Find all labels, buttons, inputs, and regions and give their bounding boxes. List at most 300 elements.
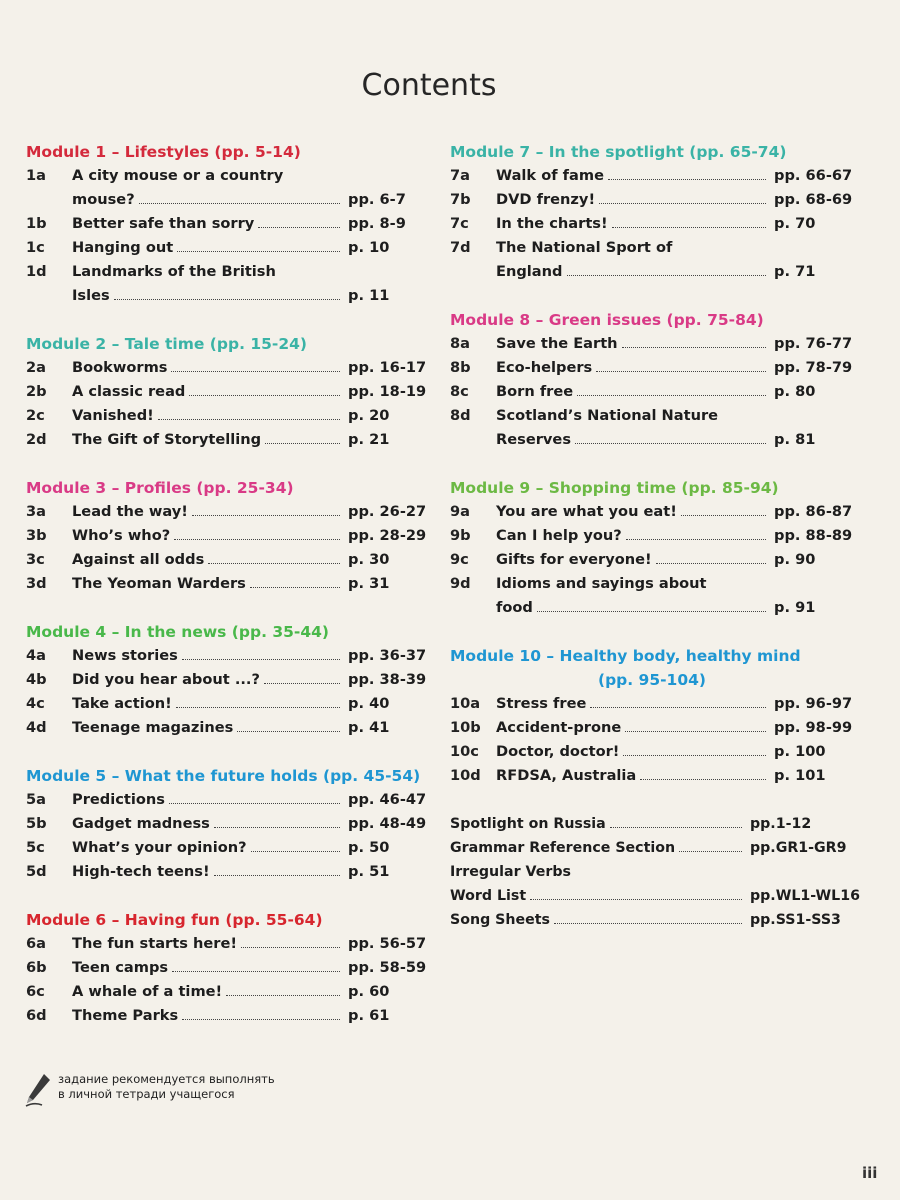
entry-body [72, 836, 428, 860]
entry-page: pp. 46-47 [348, 791, 427, 808]
dot-leader [599, 203, 766, 204]
toc-entry[interactable] [450, 356, 854, 380]
entry-body [72, 164, 428, 212]
entry-body [72, 716, 428, 740]
entry-code: 2a [26, 359, 47, 376]
module-title[interactable]: Module 1 – Lifestyles (pp. 5-14) [26, 143, 301, 161]
dot-leader [590, 707, 766, 708]
dot-leader [114, 299, 340, 300]
entry-body [72, 548, 428, 572]
entry-page: pp. 96-97 [774, 695, 853, 712]
entry-body [496, 764, 854, 788]
toc-entry[interactable] [450, 236, 854, 284]
dot-leader [608, 179, 766, 180]
entry-title: A city mouse or a country [72, 167, 284, 184]
entry-code: 1d [26, 263, 47, 280]
entry-line [496, 380, 854, 404]
entry-title: Teenage magazines [72, 719, 234, 736]
module-title[interactable]: Module 5 – What the future holds (pp. 45-54) [26, 767, 421, 785]
appendix-page: pp.1-12 [750, 816, 812, 832]
entry-code: 3b [26, 527, 47, 544]
entry-code: 10d [450, 767, 481, 784]
entry-line [72, 572, 428, 596]
entry-page: p. 90 [774, 551, 816, 568]
module-title[interactable]: Module 9 – Shopping time (pp. 85-94) [450, 479, 779, 497]
dot-leader [189, 395, 340, 396]
entry-line [72, 716, 428, 740]
entry-title: Idioms and sayings about [496, 575, 707, 592]
module-title[interactable]: Module 10 – Healthy body, healthy mind [450, 647, 801, 665]
entry-line [496, 356, 854, 380]
right-modules [450, 140, 854, 788]
entry-title: A classic read [72, 383, 186, 400]
entry-code: 2b [26, 383, 47, 400]
entry-body [72, 572, 428, 596]
entry-title: High-tech teens! [72, 863, 210, 880]
entry-page: pp. 98-99 [774, 719, 853, 736]
entry-line [496, 716, 854, 740]
entry-page: pp. 26-27 [348, 503, 427, 520]
toc-entry[interactable] [26, 716, 428, 740]
entry-line [72, 356, 428, 380]
entry-code: 3d [26, 575, 47, 592]
entry-body [72, 668, 428, 692]
entry-line [72, 284, 428, 308]
entry-page: pp. 8-9 [348, 215, 406, 232]
entry-title: News stories [72, 647, 178, 664]
toc-entry[interactable] [26, 572, 428, 596]
toc-entry[interactable] [450, 548, 854, 572]
toc-entry[interactable] [26, 548, 428, 572]
entry-code: 7c [450, 215, 469, 232]
toc-entry[interactable] [26, 380, 428, 404]
toc-entry[interactable] [450, 740, 854, 764]
entry-line [72, 1004, 428, 1028]
entry-line [72, 692, 428, 716]
entry-title: Bookworms [72, 359, 168, 376]
toc-entry[interactable] [450, 764, 854, 788]
dot-leader [575, 443, 766, 444]
dot-leader [158, 419, 340, 420]
entry-code: 9c [450, 551, 469, 568]
entry-body [72, 860, 428, 884]
toc-entry[interactable] [450, 716, 854, 740]
entry-line [496, 524, 854, 548]
entry-title: Born free [496, 383, 574, 400]
entry-line [72, 260, 428, 284]
entry-page: pp. 88-89 [774, 527, 853, 544]
entry-body [496, 380, 854, 404]
toc-entry[interactable] [450, 164, 854, 188]
entry-line [72, 668, 428, 692]
entry-body [72, 692, 428, 716]
entry-line [72, 164, 428, 188]
module-section [26, 620, 428, 740]
entry-title: Did you hear about ...? [72, 671, 260, 688]
entry-page: p. 31 [348, 575, 390, 592]
dot-leader [214, 875, 340, 876]
appendix-entry[interactable] [450, 860, 854, 884]
entry-code: 3a [26, 503, 47, 520]
entry-body [72, 1004, 428, 1028]
toc-entry[interactable] [26, 980, 428, 1004]
module-title[interactable]: Module 8 – Green issues (pp. 75-84) [450, 311, 764, 329]
entry-line [496, 692, 854, 716]
entry-page: pp. 66-67 [774, 167, 853, 184]
entry-body [496, 164, 854, 188]
entry-line [72, 548, 428, 572]
entry-line [72, 524, 428, 548]
entry-body [72, 260, 428, 308]
footnote-text [58, 1072, 275, 1102]
footnote [24, 1072, 344, 1108]
entry-line [72, 380, 428, 404]
entry-title: Accident-prone [496, 719, 622, 736]
toc-entry[interactable] [26, 236, 428, 260]
entry-line [72, 812, 428, 836]
left-column [26, 140, 428, 1052]
module-section [26, 140, 428, 308]
entry-title: Hanging out [72, 239, 174, 256]
entry-code: 5a [26, 791, 47, 808]
entry-line [496, 500, 854, 524]
entry-body [496, 188, 854, 212]
entry-page: pp. 78-79 [774, 359, 853, 376]
dot-leader [251, 851, 340, 852]
entry-code: 2d [26, 431, 47, 448]
entry-code: 5b [26, 815, 47, 832]
entry-line [72, 188, 428, 212]
toc-entry[interactable] [450, 332, 854, 356]
toc-entry[interactable] [26, 356, 428, 380]
entry-title: Who’s who? [72, 527, 171, 544]
entry-page: pp. 86-87 [774, 503, 853, 520]
entry-title: Teen camps [72, 959, 169, 976]
toc-entry[interactable] [450, 692, 854, 716]
entry-title: Isles [72, 287, 110, 304]
entry-page: p. 70 [774, 215, 816, 232]
entry-line [496, 740, 854, 764]
entry-title: The Yeoman Warders [72, 575, 246, 592]
entry-page: p. 10 [348, 239, 390, 256]
entry-title: Predictions [72, 791, 165, 808]
entry-code: 7b [450, 191, 471, 208]
toc-entry[interactable] [450, 380, 854, 404]
module-title[interactable]: Module 4 – In the news (pp. 35-44) [26, 623, 330, 641]
appendix-entry[interactable] [450, 884, 860, 908]
dot-leader [139, 203, 340, 204]
entry-title: The fun starts here! [72, 935, 238, 952]
entry-body [72, 524, 428, 548]
appendix-title: Word List [450, 888, 527, 904]
entry-line [72, 212, 428, 236]
entry-page: pp. 76-77 [774, 335, 853, 352]
entry-body [496, 548, 854, 572]
entry-title: Landmarks of the British [72, 263, 276, 280]
dot-leader [171, 371, 340, 372]
entry-page: p. 71 [774, 263, 816, 280]
toc-entry[interactable] [26, 260, 428, 308]
entry-title: Lead the way! [72, 503, 188, 520]
entry-body [496, 572, 854, 620]
entry-line [72, 860, 428, 884]
dot-leader [177, 251, 340, 252]
toc-entry[interactable] [26, 524, 428, 548]
entry-code: 6b [26, 959, 47, 976]
entry-code: 6c [26, 983, 45, 1000]
toc-entry[interactable] [26, 164, 428, 212]
entry-code: 7a [450, 167, 471, 184]
entry-code: 8d [450, 407, 471, 424]
right-column [450, 140, 860, 932]
entry-title: mouse? [72, 191, 135, 208]
entry-page: pp. 16-17 [348, 359, 427, 376]
entry-code: 10c [450, 743, 479, 760]
dot-leader [237, 731, 340, 732]
entry-title: Vanished! [72, 407, 154, 424]
appendix-entry[interactable] [450, 836, 854, 860]
toc-entry[interactable] [26, 692, 428, 716]
entry-page: p. 50 [348, 839, 390, 856]
entry-line [72, 836, 428, 860]
entry-line [496, 260, 854, 284]
entry-line [496, 764, 854, 788]
entry-title: The Gift of Storytelling [72, 431, 262, 448]
toc-entry[interactable] [26, 644, 428, 668]
entry-line [72, 428, 428, 452]
entry-page: pp. 36-37 [348, 647, 427, 664]
entry-title: What’s your opinion? [72, 839, 247, 856]
entry-line [72, 788, 428, 812]
entry-body [496, 236, 854, 284]
toc-entry[interactable] [450, 404, 854, 452]
entry-body [496, 500, 854, 524]
entry-page: p. 100 [774, 743, 826, 760]
toc-entry[interactable] [26, 404, 428, 428]
module-section [26, 332, 428, 452]
entry-body [72, 500, 428, 524]
entry-page: p. 11 [348, 287, 390, 304]
page-number: iii [862, 1164, 878, 1182]
module-title[interactable]: Module 2 – Tale time (pp. 15-24) [26, 335, 308, 353]
entry-page: p. 40 [348, 695, 390, 712]
entry-title: Scotland’s National Nature [496, 407, 719, 424]
dot-leader [681, 515, 766, 516]
toc-entry[interactable] [26, 860, 428, 884]
entry-title: Doctor, doctor! [496, 743, 620, 760]
entry-line [72, 932, 428, 956]
appendix-entry[interactable] [450, 812, 854, 836]
toc-entry[interactable] [26, 1004, 428, 1028]
entry-body [496, 356, 854, 380]
entry-body [72, 236, 428, 260]
module-section [26, 764, 428, 884]
entry-page: p. 20 [348, 407, 390, 424]
entry-line [496, 572, 854, 596]
appendix-list [450, 812, 860, 932]
entry-title: Save the Earth [496, 335, 618, 352]
entry-body [72, 932, 428, 956]
toc-entry[interactable] [450, 188, 854, 212]
entry-body [496, 524, 854, 548]
entry-title: Theme Parks [72, 1007, 179, 1024]
entry-page: pp. 48-49 [348, 815, 427, 832]
module-title[interactable]: Module 7 – In the spotlight (pp. 65-74) [450, 143, 787, 161]
dot-leader [612, 227, 766, 228]
dot-leader [176, 707, 340, 708]
appendix-page: pp.GR1-GR9 [750, 840, 847, 856]
entry-body [72, 956, 428, 980]
entry-code: 9d [450, 575, 471, 592]
dot-leader [656, 563, 766, 564]
entry-body [496, 716, 854, 740]
entry-body [72, 356, 428, 380]
entry-body [72, 788, 428, 812]
dot-leader [622, 347, 766, 348]
entry-line [496, 164, 854, 188]
toc-entry[interactable] [26, 812, 428, 836]
module-title[interactable]: Module 3 – Profiles (pp. 25-34) [26, 479, 294, 497]
dot-leader [241, 947, 340, 948]
entry-body [72, 212, 428, 236]
module-section [450, 308, 854, 452]
entry-code: 4b [26, 671, 47, 688]
toc-entry[interactable] [26, 212, 428, 236]
entry-title: You are what you eat! [496, 503, 677, 520]
entry-line [496, 332, 854, 356]
dot-leader [264, 683, 340, 684]
entry-code: 8b [450, 359, 471, 376]
dot-leader [530, 899, 742, 900]
dot-leader [640, 779, 766, 780]
entry-line [72, 500, 428, 524]
toc-entry[interactable] [26, 668, 428, 692]
entry-title: In the charts! [496, 215, 608, 232]
dot-leader [265, 443, 340, 444]
module-section [450, 476, 854, 620]
toc-entry[interactable] [26, 500, 428, 524]
entry-line [496, 188, 854, 212]
entry-page: p. 91 [774, 599, 816, 616]
toc-entry[interactable] [450, 212, 854, 236]
entry-page: p. 60 [348, 983, 390, 1000]
entry-code: 1a [26, 167, 47, 184]
entry-page: p. 80 [774, 383, 816, 400]
entry-title: Walk of fame [496, 167, 604, 184]
entry-body [72, 644, 428, 668]
entry-page: pp. 58-59 [348, 959, 427, 976]
dot-leader [182, 1019, 340, 1020]
entry-line [496, 428, 854, 452]
entry-body [496, 404, 854, 452]
entry-line [496, 236, 854, 260]
entry-code: 6a [26, 935, 47, 952]
entry-page: pp. 38-39 [348, 671, 427, 688]
entry-body [496, 212, 854, 236]
entry-body [496, 692, 854, 716]
entry-page: p. 21 [348, 431, 390, 448]
entry-body [72, 380, 428, 404]
toc-entry[interactable] [26, 788, 428, 812]
entry-title: England [496, 263, 563, 280]
appendix-title: Song Sheets [450, 912, 550, 928]
entry-title: Stress free [496, 695, 587, 712]
dot-leader [250, 587, 340, 588]
entry-page: pp. 56-57 [348, 935, 427, 952]
entry-title: Against all odds [72, 551, 205, 568]
toc-entry[interactable] [450, 524, 854, 548]
entry-code: 3c [26, 551, 45, 568]
module-section [450, 644, 854, 788]
entry-line [72, 404, 428, 428]
entry-page: p. 81 [774, 431, 816, 448]
entry-code: 9b [450, 527, 471, 544]
entry-line [496, 404, 854, 428]
module-title[interactable]: Module 6 – Having fun (pp. 55-64) [26, 911, 323, 929]
entry-code: 8c [450, 383, 469, 400]
entry-body [72, 428, 428, 452]
dot-leader [214, 827, 340, 828]
entry-title: The National Sport of [496, 239, 673, 256]
entry-line [496, 596, 854, 620]
module-section [450, 140, 854, 284]
entry-page: pp. 6-7 [348, 191, 406, 208]
dot-leader [626, 539, 766, 540]
dot-leader [172, 971, 340, 972]
entry-body [496, 740, 854, 764]
entry-line [72, 956, 428, 980]
dot-leader [577, 395, 766, 396]
dot-leader [610, 827, 742, 828]
appendix-title: Spotlight on Russia [450, 816, 606, 832]
entry-page: pp. 68-69 [774, 191, 853, 208]
appendix-entry[interactable] [450, 908, 854, 932]
entry-line [72, 644, 428, 668]
module-title-continued: (pp. 95-104) [597, 671, 706, 689]
entry-title: Reserves [496, 431, 572, 448]
module-section [26, 476, 428, 596]
toc-entry[interactable] [26, 932, 428, 956]
entry-code: 4c [26, 695, 45, 712]
entry-code: 4a [26, 647, 47, 664]
entry-page: p. 30 [348, 551, 390, 568]
entry-title: Eco-helpers [496, 359, 593, 376]
toc-entry[interactable] [26, 956, 428, 980]
appendix-page: pp.WL1-WL16 [750, 888, 860, 904]
entry-body [72, 812, 428, 836]
entry-page: p. 101 [774, 767, 826, 784]
dot-leader [679, 851, 742, 852]
page-title: Contents [361, 68, 497, 103]
dot-leader [567, 275, 767, 276]
dot-leader [182, 659, 340, 660]
entry-title: A whale of a time! [72, 983, 223, 1000]
dot-leader [537, 611, 766, 612]
entry-code: 1c [26, 239, 45, 256]
toc-entry[interactable] [450, 572, 854, 620]
toc-entry[interactable] [26, 836, 428, 860]
entry-page: pp. 28-29 [348, 527, 427, 544]
entry-code: 10a [450, 695, 481, 712]
entry-code: 5d [26, 863, 47, 880]
dot-leader [258, 227, 340, 228]
entry-code: 10b [450, 719, 481, 736]
toc-entry[interactable] [450, 500, 854, 524]
dot-leader [208, 563, 340, 564]
toc-entry[interactable] [26, 428, 428, 452]
module-section [26, 908, 428, 1028]
entry-code: 4d [26, 719, 47, 736]
